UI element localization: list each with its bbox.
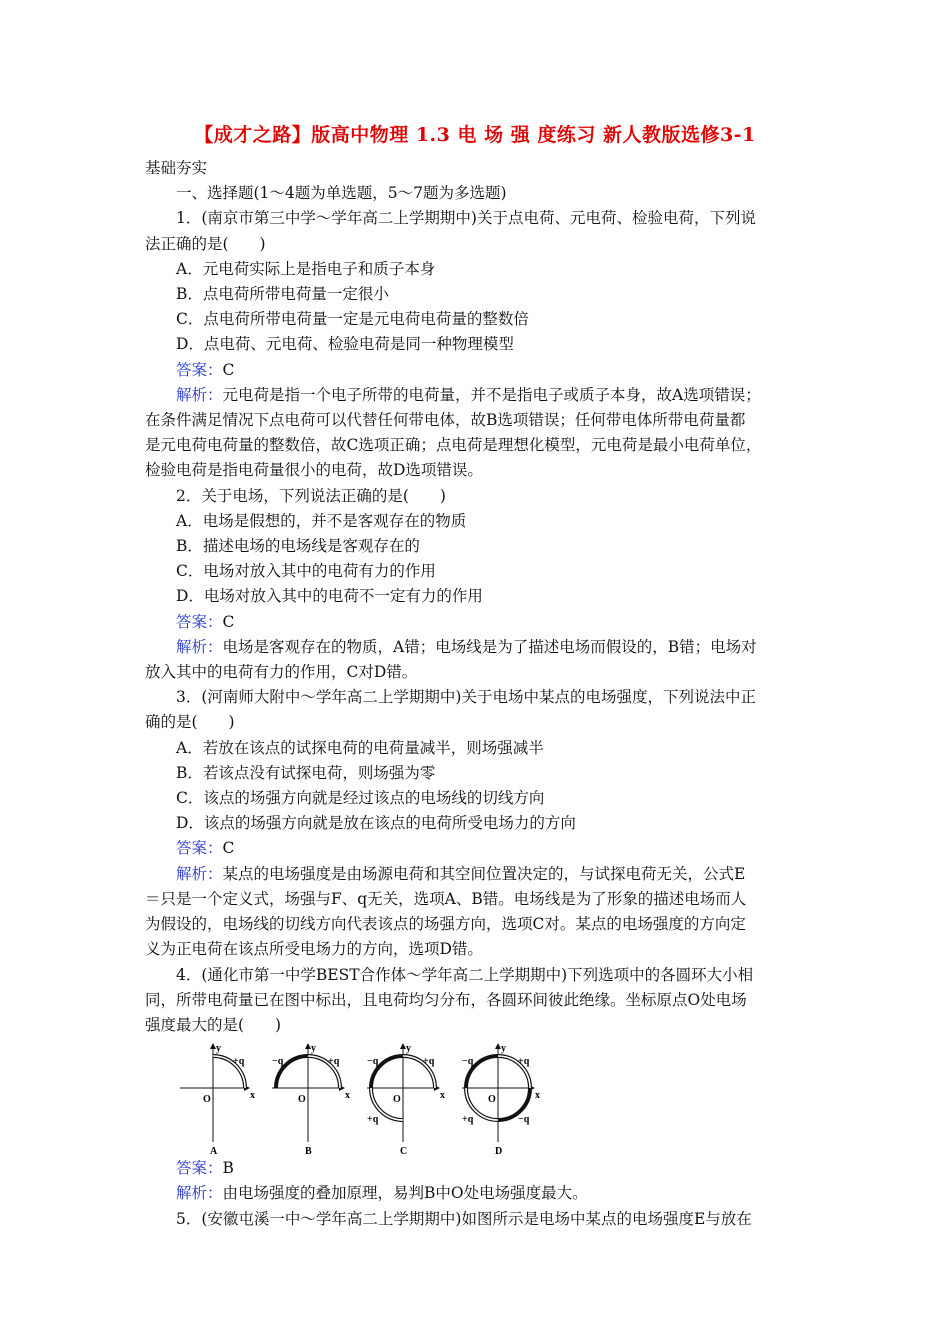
question-1-stem: 1．(南京市第三中学～学年高二上学期期中)关于点电荷、元电荷、检验电荷，下列说	[176, 209, 756, 228]
question-4-stem-cont: 同，所带电荷量已在图中标出，且电荷均匀分布，各圆环间彼此绝缘。坐标原点O处电场	[145, 990, 747, 1009]
charge-label: −q	[518, 1114, 530, 1126]
answer-label: 答案：	[176, 612, 223, 631]
analysis-label: 解析：	[176, 1184, 223, 1203]
option: B．点电荷所带电荷量一定很小	[176, 285, 389, 304]
caption-b: B	[305, 1146, 312, 1155]
origin-label: O	[298, 1094, 306, 1106]
answer-value: C	[222, 612, 235, 631]
answer-value: C	[222, 360, 235, 379]
charge-label: +q	[423, 1056, 435, 1068]
question-4-stem-cont: 强度最大的是( )	[145, 1015, 282, 1034]
analysis-text: 由电场强度的叠加原理，易判B中O处电场强度最大。	[222, 1184, 588, 1203]
question-2-stem: 2．关于电场，下列说法正确的是( )	[176, 486, 446, 505]
question-3-stem: 3．(河南师大附中～学年高二上学期期中)关于电场中某点的电场强度，下列说法中正	[176, 688, 756, 707]
analysis-line	[145, 862, 810, 887]
analysis-text: 元电荷是指一个电子所带的电荷量，并不是指电子或质子本身，故A选项错误；	[222, 385, 761, 404]
analysis-text: 放入其中的电荷有力的作用，C对D错。	[145, 663, 418, 682]
caption-a: A	[210, 1146, 218, 1155]
option: C．该点的场强方向就是经过该点的电场线的切线方向	[176, 789, 545, 808]
figure-panel-a	[180, 1043, 255, 1154]
caption-d: D	[495, 1146, 503, 1155]
analysis-text: 为假设的，电场线的切线方向代表该点的场强方向，选项C对。某点的电场强度的方向定	[145, 915, 746, 934]
analysis-label: 解析：	[176, 637, 223, 656]
axis-y-label: y	[501, 1043, 506, 1055]
axis-y-label: y	[311, 1043, 316, 1055]
answer-line	[145, 358, 810, 383]
analysis-label: 解析：	[176, 385, 223, 404]
axis-x-label: x	[250, 1090, 255, 1102]
figure-panel-c	[367, 1043, 445, 1154]
charge-label: −q	[367, 1056, 379, 1068]
ring-charge-figure	[145, 1038, 810, 1156]
document-body	[145, 156, 810, 1232]
analysis-text: 是元电荷电荷量的整数倍，故C选项正确；点电荷是理想化模型，元电荷是最小电荷单位，	[145, 436, 762, 455]
option: C．点电荷所带电荷量一定是元电荷电荷量的整数倍	[176, 310, 529, 329]
option: D．点电荷、元电荷、检验电荷是同一种物理模型	[176, 335, 514, 354]
charge-label: +q	[462, 1114, 474, 1126]
answer-label: 答案：	[176, 839, 223, 858]
figure-panel-d	[462, 1043, 540, 1154]
axis-x-label: x	[535, 1090, 540, 1102]
axis-x-label: x	[440, 1090, 445, 1102]
section-heading: 基础夯实	[145, 159, 208, 177]
axis-y-label: y	[406, 1043, 411, 1055]
option: A．若放在该点的试探电荷的电荷量减半，则场强减半	[176, 738, 544, 757]
analysis-line	[145, 383, 810, 408]
charge-label: +q	[233, 1056, 245, 1068]
question-1-stem-cont: 法正确的是( )	[145, 234, 266, 253]
option: B．描述电场的电场线是客观存在的	[176, 537, 420, 556]
analysis-text: 某点的电场强度是由场源电荷和其空间位置决定的，与试探电荷无关，公式E	[222, 864, 746, 883]
charge-label: +q	[328, 1056, 340, 1068]
answer-line	[145, 836, 810, 861]
analysis-label: 解析：	[176, 864, 223, 883]
question-5-stem: 5．(安徽屯溪一中～学年高二上学期期中)如图所示是电场中某点的电场强度E与放在	[176, 1209, 752, 1228]
caption-c: C	[400, 1146, 408, 1155]
question-3-stem-cont: 确的是( )	[145, 713, 235, 732]
part-heading: 一、选择题(1～4题为单选题，5～7题为多选题)	[176, 184, 507, 203]
analysis-text: 电场是客观存在的物质，A错；电场线是为了描述电场而假设的，B错；电场对	[222, 637, 757, 656]
axis-x-label: x	[345, 1090, 350, 1102]
analysis-text: 义为正电荷在该点所受电场力的方向，选项D错。	[145, 940, 483, 959]
analysis-line	[145, 1181, 810, 1206]
charge-label: −q	[462, 1056, 474, 1068]
analysis-line	[145, 635, 810, 660]
option: D．该点的场强方向就是放在该点的电荷所受电场力的方向	[176, 814, 576, 833]
charge-label: +q	[518, 1056, 530, 1068]
charge-label: −q	[272, 1056, 284, 1068]
origin-label: O	[203, 1094, 211, 1106]
option: C．电场对放入其中的电荷有力的作用	[176, 562, 436, 581]
analysis-text: ＝只是一个定义式，场强与F、q无关，选项A、B错。电场线是为了形象的描述电场而人	[145, 889, 747, 908]
answer-value: B	[222, 1159, 234, 1178]
option: A．电场是假想的，并不是客观存在的物质	[176, 511, 467, 530]
origin-label: O	[488, 1094, 496, 1106]
charge-label: +q	[367, 1114, 379, 1126]
answer-line	[145, 1156, 810, 1181]
answer-line	[145, 610, 810, 635]
option: A．元电荷实际上是指电子和质子本身	[176, 259, 436, 278]
axis-y-label: y	[216, 1043, 221, 1055]
document-title: 【成才之路】版高中物理 1.3 电 场 强 度练习 新人教版选修3-1	[194, 124, 756, 146]
option: B．若该点没有试探电荷，则场强为零	[176, 763, 436, 782]
option: D．电场对放入其中的电荷不一定有力的作用	[176, 587, 483, 606]
question-4-stem: 4．(通化市第一中学BEST合作体～学年高二上学期期中)下列选项中的各圆环大小相	[176, 965, 754, 984]
answer-value: C	[222, 839, 235, 858]
answer-label: 答案：	[176, 1159, 223, 1178]
answer-label: 答案：	[176, 360, 223, 379]
analysis-text: 在条件满足情况下点电荷可以代替任何带电体，故B选项错误；任何带电体所带电荷量都	[145, 411, 746, 430]
analysis-text: 检验电荷是指电荷量很小的电荷，故D选项错误。	[145, 461, 483, 480]
figure-panel-b	[272, 1043, 350, 1154]
origin-label: O	[393, 1094, 401, 1106]
